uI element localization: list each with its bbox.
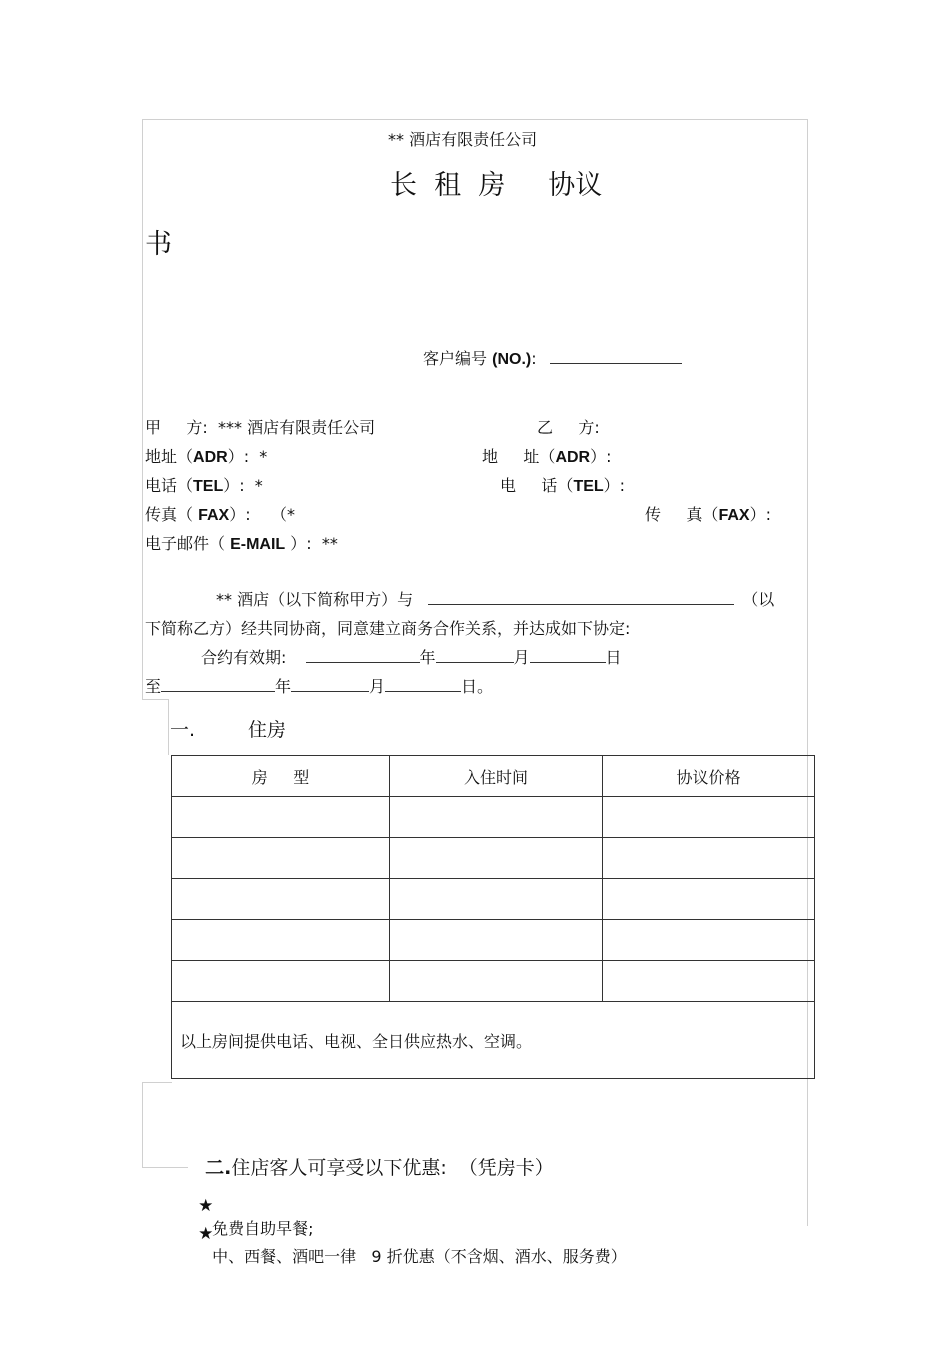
party-b-tel: 电 话（TEL）: bbox=[500, 476, 626, 495]
frame-step2 bbox=[142, 1082, 172, 1083]
section1-title: 住房 bbox=[248, 719, 287, 741]
cell-checkin-time[interactable] bbox=[390, 879, 603, 920]
star-icon: ★ bbox=[198, 1196, 214, 1216]
cell-checkin-time[interactable] bbox=[390, 838, 603, 879]
table-note-row bbox=[172, 1002, 815, 1079]
table-row bbox=[172, 838, 815, 879]
party-a-heading: 甲 方: *** 酒店有限责任公司 bbox=[145, 418, 376, 437]
cell-room-type[interactable] bbox=[172, 879, 390, 920]
frame-step1 bbox=[142, 699, 169, 700]
end-year-blank[interactable] bbox=[161, 677, 275, 692]
room-amenities-note: 以上房间提供电话、电视、全日供应热水、空调。 bbox=[172, 1002, 815, 1079]
cell-checkin-time[interactable] bbox=[390, 961, 603, 1002]
intro-line-2: 下简称乙方）经共同协商，同意建立商务合作关系，并达成如下协定: bbox=[145, 619, 631, 638]
party-a-tel: 电话（TEL）: * bbox=[145, 476, 263, 495]
party-b-address: 地 址（ADR）: bbox=[482, 447, 612, 466]
cell-room-type[interactable] bbox=[172, 797, 390, 838]
cell-agreed-price[interactable] bbox=[603, 920, 815, 961]
frame-step3 bbox=[142, 1167, 188, 1168]
validity-end-line: 至 年 月 日。 bbox=[145, 677, 494, 696]
frame-left-inner bbox=[168, 699, 169, 755]
intro-line-1: ** 酒店（以下简称甲方）与 （以 bbox=[216, 590, 775, 609]
party-a-address: 地址（ADR）: * bbox=[145, 447, 268, 466]
table-row bbox=[172, 879, 815, 920]
list-item bbox=[188, 1205, 627, 1267]
cell-room-type[interactable] bbox=[172, 838, 390, 879]
validity-label: 合约有效期: bbox=[201, 648, 287, 667]
section1-number: 一. bbox=[170, 719, 196, 741]
start-month-blank[interactable] bbox=[436, 648, 514, 663]
cell-agreed-price[interactable] bbox=[603, 961, 815, 1002]
frame-left bbox=[142, 119, 143, 699]
party-a-email: 电子邮件（ E-MAIL ）: ** bbox=[145, 534, 338, 553]
table-row bbox=[172, 920, 815, 961]
document-title-tail: 书 bbox=[145, 229, 172, 260]
benefit-text: 免费自助早餐; bbox=[212, 1219, 314, 1238]
party-b-fax: 传 真（FAX）: bbox=[645, 505, 771, 524]
header-room-type: 房 型 bbox=[172, 756, 390, 797]
header-checkin-time: 入住时间 bbox=[390, 756, 603, 797]
party-a-fax: 传真（ FAX）: （* bbox=[145, 505, 295, 524]
section2-number: 二. bbox=[205, 1157, 232, 1179]
customer-number-label: 客户编号 bbox=[423, 349, 488, 368]
document-title: 长 租 房 协议 bbox=[390, 170, 603, 201]
table-header-row bbox=[172, 756, 815, 797]
cell-room-type[interactable] bbox=[172, 961, 390, 1002]
company-name: ** 酒店有限责任公司 bbox=[388, 130, 538, 149]
star-icon: ★ bbox=[198, 1224, 214, 1244]
customer-number-blank[interactable] bbox=[550, 349, 682, 364]
end-month-blank[interactable] bbox=[291, 677, 369, 692]
section2-heading bbox=[193, 1131, 554, 1180]
section2-title: 住店客人可享受以下优惠: （凭房卡） bbox=[231, 1157, 554, 1179]
benefit-text: 中、西餐、酒吧一律 9 折优惠（不含烟、酒水、服务费） bbox=[212, 1247, 627, 1266]
customer-number-field[interactable] bbox=[423, 346, 682, 369]
party-b-heading: 乙 方: bbox=[537, 418, 600, 437]
table-row bbox=[172, 961, 815, 1002]
cell-agreed-price[interactable] bbox=[603, 879, 815, 920]
frame-left2 bbox=[142, 1082, 143, 1168]
cell-room-type[interactable] bbox=[172, 920, 390, 961]
cell-agreed-price[interactable] bbox=[603, 797, 815, 838]
validity-line: 合约有效期: 年 月 日 bbox=[201, 648, 622, 667]
room-table bbox=[171, 755, 815, 1079]
end-day-blank[interactable] bbox=[385, 677, 461, 692]
cell-checkin-time[interactable] bbox=[390, 797, 603, 838]
frame-top bbox=[142, 119, 808, 120]
cell-checkin-time[interactable] bbox=[390, 920, 603, 961]
customer-number-code: (NO.) bbox=[492, 351, 532, 368]
header-agreed-price: 协议价格 bbox=[603, 756, 815, 797]
start-day-blank[interactable] bbox=[530, 648, 606, 663]
party-b-name-blank[interactable] bbox=[428, 590, 734, 605]
customer-number-sep: : bbox=[531, 349, 537, 368]
start-year-blank[interactable] bbox=[306, 648, 420, 663]
table-row bbox=[172, 797, 815, 838]
cell-agreed-price[interactable] bbox=[603, 838, 815, 879]
